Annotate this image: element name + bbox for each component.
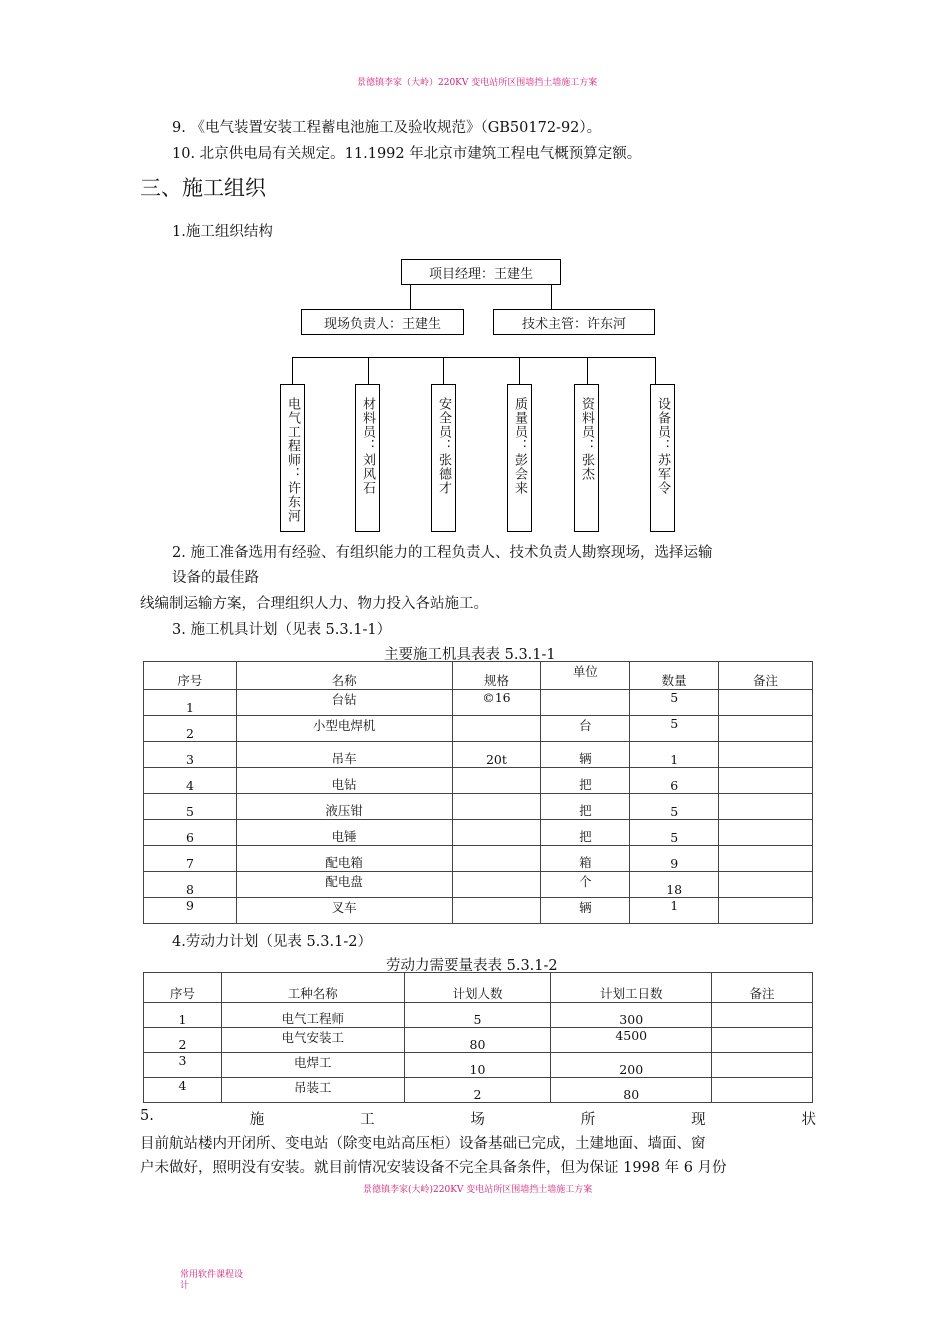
- cell: 吊车: [236, 742, 452, 768]
- cell: 电气工程师: [221, 1003, 404, 1028]
- org-box-safety: 安全员：张德才: [431, 384, 456, 532]
- cell: 辆: [541, 742, 630, 768]
- cell: [452, 846, 541, 872]
- cell: 个: [541, 872, 630, 898]
- cell: [719, 820, 813, 846]
- table-row: [144, 846, 813, 872]
- table-row: [144, 1053, 813, 1078]
- reference-item-9: 9. 《电气装置安装工程蓄电池施工及验收规范》（GB50172-92）。: [172, 120, 602, 136]
- cell: 5: [630, 690, 719, 716]
- cell: [452, 716, 541, 742]
- cell: 4500: [551, 1028, 712, 1053]
- cell: 1: [144, 690, 237, 716]
- word: 5.: [140, 1108, 154, 1124]
- labor-table: [143, 972, 813, 1103]
- cell: 电锤: [236, 820, 452, 846]
- paragraph-3: 3. 施工机具计划（见表 5.3.1-1）: [172, 622, 392, 638]
- org-box-tech-lead: 技术主管：许东河: [493, 309, 655, 335]
- cell: [712, 1053, 813, 1078]
- table-row: [144, 716, 813, 742]
- cell: ©16: [452, 690, 541, 716]
- cell: 1: [630, 898, 719, 924]
- cell: [452, 794, 541, 820]
- cell: [719, 846, 813, 872]
- cell: 配电盘: [236, 872, 452, 898]
- cell: 电钻: [236, 768, 452, 794]
- cell: [719, 768, 813, 794]
- col-header-trade: 工种名称: [221, 973, 404, 1003]
- cell: 5: [404, 1003, 551, 1028]
- col-header-spec: 规格: [452, 662, 541, 690]
- cell: 液压钳: [236, 794, 452, 820]
- cell: 电气安装工: [221, 1028, 404, 1053]
- paragraph-5-heading: [140, 1108, 816, 1129]
- cell: 箱: [541, 846, 630, 872]
- cell: 18: [630, 872, 719, 898]
- cell: 1: [144, 1003, 222, 1028]
- table-header-row: [144, 973, 813, 1003]
- cell: [719, 872, 813, 898]
- cell: 把: [541, 820, 630, 846]
- cell: [452, 820, 541, 846]
- word: 施: [249, 1112, 265, 1128]
- cell: 4: [144, 1078, 222, 1103]
- table-row: [144, 1028, 813, 1053]
- cell: [719, 742, 813, 768]
- cell: [719, 898, 813, 924]
- col-header-index: 序号: [144, 973, 222, 1003]
- cell: [712, 1078, 813, 1103]
- table-row: [144, 872, 813, 898]
- cell: 3: [144, 1053, 222, 1078]
- cell: 5: [630, 716, 719, 742]
- cell: [541, 690, 630, 716]
- cell: 把: [541, 768, 630, 794]
- cell: 3: [144, 742, 237, 768]
- table-row: [144, 1078, 813, 1103]
- cell: 5: [630, 794, 719, 820]
- cell: 2: [144, 1028, 222, 1053]
- cell: 300: [551, 1003, 712, 1028]
- word: 状: [801, 1112, 816, 1128]
- col-header-workdays: 计划工日数: [551, 973, 712, 1003]
- cell: 辆: [541, 898, 630, 924]
- cell: 80: [551, 1078, 712, 1103]
- org-box-equipment: 设备员：苏军令: [650, 384, 675, 532]
- cell: [452, 898, 541, 924]
- equipment-table: [143, 661, 813, 924]
- cell: 4: [144, 768, 237, 794]
- page-header: 景德镇李家（大岭）220KV 变电站所区围墙挡土墙施工方案: [357, 78, 598, 88]
- cell: [712, 1028, 813, 1053]
- table-header-row: [144, 662, 813, 690]
- cell: 台钻: [236, 690, 452, 716]
- watermark-line1: 常用软件课程设: [180, 1270, 244, 1280]
- paragraph-4: 4.劳动力计划（见表 5.3.1-2）: [172, 934, 372, 950]
- cell: 7: [144, 846, 237, 872]
- cell: 9: [630, 846, 719, 872]
- paragraph-2-line1: 2. 施工准备选用有经验、有组织能力的工程负责人、技术负责人勘察现场，选择运输: [172, 545, 713, 561]
- word: 工: [360, 1112, 375, 1128]
- org-box-quality: 质量员：彭会来: [507, 384, 532, 532]
- col-header-index: 序号: [144, 662, 237, 690]
- word: 现: [691, 1112, 706, 1128]
- table-row: [144, 794, 813, 820]
- col-header-unit: 单位: [541, 662, 630, 690]
- cell: [719, 794, 813, 820]
- cell: 8: [144, 872, 237, 898]
- col-header-qty: 数量: [630, 662, 719, 690]
- org-box-electrical-engineer: 电气工程师：许东河: [280, 384, 305, 532]
- col-header-name: 名称: [236, 662, 452, 690]
- table-row: [144, 898, 813, 924]
- reference-item-10: 10. 北京供电局有关规定。11.1992 年北京市建筑工程电气概预算定额。: [172, 146, 642, 162]
- cell: 叉车: [236, 898, 452, 924]
- cell: 5: [630, 820, 719, 846]
- col-header-note: 备注: [712, 973, 813, 1003]
- org-box-site-lead: 现场负责人：王建生: [301, 309, 464, 335]
- table1-caption: 主要施工机具表表 5.3.1-1: [384, 647, 556, 663]
- paragraph-5-line3: 户未做好，照明没有安装。就目前情况安装设备不完全具备条件，但为保证 1998 年 6 月份: [140, 1160, 727, 1176]
- cell: 80: [404, 1028, 551, 1053]
- cell: 吊装工: [221, 1078, 404, 1103]
- cell: 9: [144, 898, 237, 924]
- col-header-headcount: 计划人数: [404, 973, 551, 1003]
- col-header-note: 备注: [719, 662, 813, 690]
- cell: [712, 1003, 813, 1028]
- cell: 小型电焊机: [236, 716, 452, 742]
- cell: 2: [404, 1078, 551, 1103]
- org-box-materials: 材料员：刘风石: [355, 384, 380, 532]
- watermark-line2: 计: [180, 1281, 190, 1291]
- word: 所: [580, 1112, 596, 1128]
- table2-caption: 劳动力需要量表表 5.3.1-2: [386, 958, 558, 974]
- section-heading: 三、施工组织: [140, 176, 266, 200]
- cell: [452, 872, 541, 898]
- subheading-org-structure: 1.施工组织结构: [172, 224, 273, 240]
- cell: 1: [630, 742, 719, 768]
- cell: 5: [144, 794, 237, 820]
- word: 场: [470, 1112, 485, 1128]
- table-row: [144, 820, 813, 846]
- cell: 20t: [452, 742, 541, 768]
- cell: 10: [404, 1053, 551, 1078]
- table-row: [144, 768, 813, 794]
- cell: 配电箱: [236, 846, 452, 872]
- cell: [452, 768, 541, 794]
- cell: 6: [630, 768, 719, 794]
- cell: [719, 716, 813, 742]
- table-row: [144, 1003, 813, 1028]
- table-row: [144, 690, 813, 716]
- org-box-project-manager: 项目经理：王建生: [401, 259, 561, 285]
- paragraph-2-line2: 设备的最佳路: [172, 570, 259, 586]
- org-box-documents: 资料员：张杰: [574, 384, 599, 532]
- cell: 把: [541, 794, 630, 820]
- cell: 台: [541, 716, 630, 742]
- cell: 200: [551, 1053, 712, 1078]
- paragraph-2-line3: 线编制运输方案，合理组织人力、物力投入各站施工。: [140, 596, 488, 612]
- cell: [719, 690, 813, 716]
- page-footer: 景德镇李家(大岭)220KV 变电站所区围墙挡土墙施工方案: [363, 1185, 593, 1195]
- cell: 6: [144, 820, 237, 846]
- cell: 电焊工: [221, 1053, 404, 1078]
- cell: 2: [144, 716, 237, 742]
- paragraph-5-line2: 目前航站楼内开闭所、变电站（除变电站高压柜）设备基础已完成，土建地面、墙面、窗: [140, 1136, 706, 1152]
- table-row: [144, 742, 813, 768]
